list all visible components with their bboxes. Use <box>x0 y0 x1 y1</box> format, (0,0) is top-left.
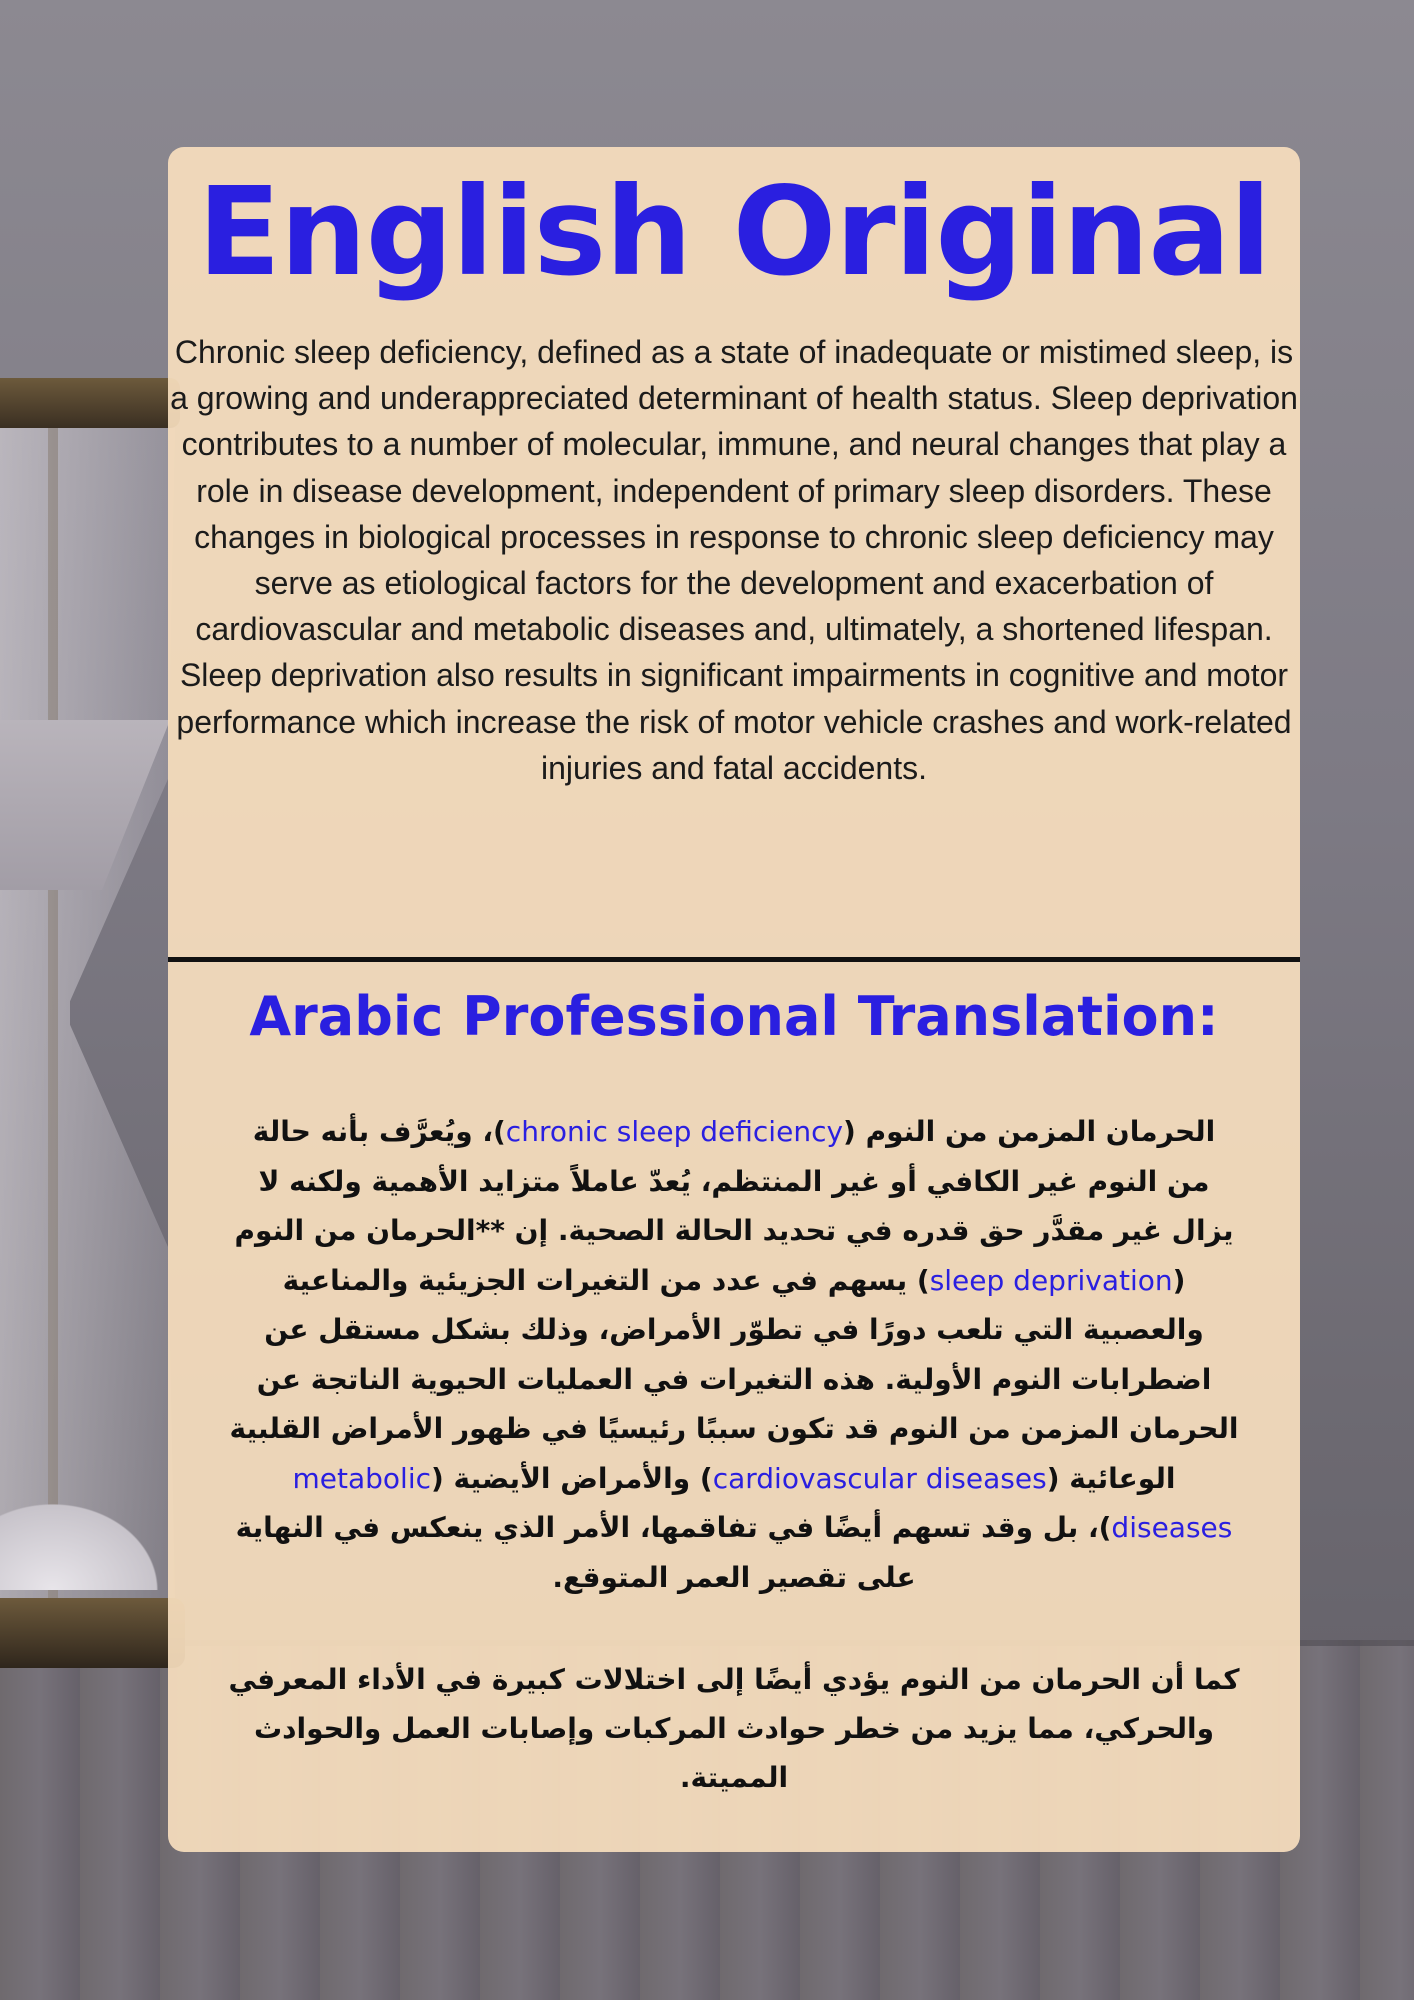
content-card <box>168 147 1300 1852</box>
hourglass-sand-bottom <box>0 1490 175 1590</box>
arabic-text-segment: )، بل وقد تسهم أيضًا في تفاقمها، الأمر الذي ينعكس في النهاية على تقصير العمر المتوقع. <box>235 1511 1112 1594</box>
hourglass-glass <box>0 428 175 1598</box>
section-divider <box>168 957 1300 962</box>
term-cardiovascular-diseases: cardiovascular diseases <box>712 1461 1047 1495</box>
hourglass-bottom-cap <box>0 1598 185 1668</box>
arabic-paragraph-1 <box>228 1107 1240 1602</box>
page-title: English Original <box>197 161 1271 303</box>
term-metabolic-diseases: metabolic diseases <box>292 1461 1233 1544</box>
hourglass-top-cap <box>0 378 180 428</box>
arabic-text-segment: ) والأمراض الأيضية ( <box>431 1461 713 1495</box>
term-sleep-deprivation: sleep deprivation <box>929 1263 1173 1297</box>
term-chronic-sleep-deficiency: chronic sleep deficiency <box>505 1115 844 1148</box>
english-original-paragraph: Chronic sleep deficiency, defined as a state of inadequate or mistimed sleep, is a growing and underappreciated determinant of health status. Sleep deprivation contributes to a number of molecular, immune, and neural changes that play a role in disease development, independent of primary sleep disorders. These changes in biological processes in response to chronic sleep deficiency may serve as etiological factors for the development and exacerbation of cardiovascular and metabolic diseases and, ultimately, a shortened lifespan. Sleep deprivation also results in significant impairments in cognitive and motor performance which increase the risk of motor vehicle crashes and work-related injuries and fatal accidents. <box>170 334 1298 786</box>
arabic-text-segment: )، ويُعرَّف بأنه حالة من النوم غير الكافي أو غير المنتظم، يُعدّ عاملاً متزايد الأهمية ولكنه لا يزال غير مقدَّر حق قدره في تحديد الحالة الصحية. إن **الحرمان من النوم ( <box>234 1115 1234 1297</box>
arabic-text-segment: ) يسهم في عدد من التغيرات الجزيئية والمناعية والعصبية التي تلعب دورًا في تطوّر الأمراض، وذلك بشكل مستقل عن اضطرابات النوم الأولية. هذه التغيرات في العمليات الحيوية الناتجة عن الحرمان المزمن من النوم قد تكون سببًا رئيسيًا في ظهور الأمراض القلبية الوعائية ( <box>229 1263 1239 1495</box>
translation-heading: Arabic Professional Translation: <box>249 985 1219 1048</box>
arabic-text-segment: الحرمان المزمن من النوم ( <box>843 1115 1216 1148</box>
arabic-paragraph-2: كما أن الحرمان من النوم يؤدي أيضًا إلى اختلالات كبيرة في الأداء المعرفي والحركي، مما يزيد من خطر حوادث المركبات وإصابات العمل والحوادث المميتة. <box>228 1663 1240 1794</box>
